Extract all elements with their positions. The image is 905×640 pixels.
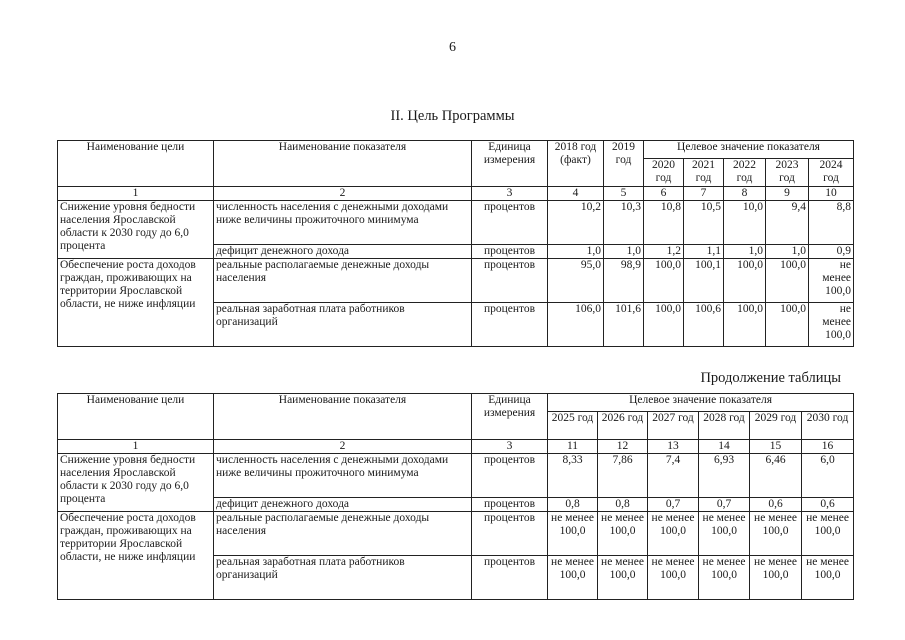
goals-table-2: [57, 393, 854, 600]
header-goal: Наименование цели: [58, 394, 214, 440]
value-cell: 1,1: [684, 245, 724, 259]
value-cell: 10,0: [724, 201, 766, 245]
col-num: 11: [548, 440, 598, 454]
indicator-name: реальная заработная плата работников организаций: [214, 556, 472, 600]
header-target-group: Целевое значение показателя: [548, 394, 854, 412]
col-num: 3: [472, 440, 548, 454]
unit-cell: процентов: [472, 201, 548, 245]
value-cell: не менее 100,0: [809, 303, 854, 347]
value-cell: 6,46: [750, 454, 802, 498]
header-year-2030: 2030 год: [802, 412, 854, 440]
header-unit: Единица измерения: [472, 141, 548, 187]
value-cell: 106,0: [548, 303, 604, 347]
col-num: 10: [809, 187, 854, 201]
value-cell: 100,6: [684, 303, 724, 347]
goals-table-1: [57, 140, 854, 347]
value-cell: не менее 100,0: [598, 512, 648, 556]
header-year-2025: 2025 год: [548, 412, 598, 440]
indicator-name: дефицит денежного дохода: [214, 245, 472, 259]
value-cell: не менее 100,0: [648, 556, 699, 600]
indicator-name: реальные располагаемые денежные доходы населения: [214, 259, 472, 303]
col-num: 14: [699, 440, 750, 454]
continuation-label: Продолжение таблицы: [700, 370, 841, 386]
unit-cell: процентов: [472, 512, 548, 556]
value-cell: 100,1: [684, 259, 724, 303]
value-cell: 1,0: [548, 245, 604, 259]
value-cell: не менее 100,0: [809, 259, 854, 303]
header-indicator: Наименование показателя: [214, 394, 472, 440]
indicator-name: реальная заработная плата работников организаций: [214, 303, 472, 347]
value-cell: 0,8: [598, 498, 648, 512]
header-target-group: Целевое значение показателя: [644, 141, 854, 159]
value-cell: 0,8: [548, 498, 598, 512]
value-cell: 7,4: [648, 454, 699, 498]
unit-cell: процентов: [472, 303, 548, 347]
value-cell: 95,0: [548, 259, 604, 303]
header-year-2026: 2026 год: [598, 412, 648, 440]
value-cell: 8,8: [809, 201, 854, 245]
value-cell: 9,4: [766, 201, 809, 245]
value-cell: не менее 100,0: [598, 556, 648, 600]
unit-cell: процентов: [472, 454, 548, 498]
unit-cell: процентов: [472, 245, 548, 259]
col-num: 2: [214, 440, 472, 454]
value-cell: 98,9: [604, 259, 644, 303]
table-row: [58, 259, 854, 303]
header-year-2029: 2029 год: [750, 412, 802, 440]
value-cell: 100,0: [644, 303, 684, 347]
col-num: 9: [766, 187, 809, 201]
value-cell: 1,0: [604, 245, 644, 259]
value-cell: 6,93: [699, 454, 750, 498]
table-row: [58, 512, 854, 556]
indicator-name: численность населения с денежными доходами ниже величины прожиточного минимума: [214, 454, 472, 498]
unit-cell: процентов: [472, 556, 548, 600]
col-num: 12: [598, 440, 648, 454]
unit-cell: процентов: [472, 259, 548, 303]
value-cell: 7,86: [598, 454, 648, 498]
value-cell: не менее 100,0: [699, 512, 750, 556]
page-number: 6: [449, 40, 456, 55]
value-cell: 101,6: [604, 303, 644, 347]
col-num: 13: [648, 440, 699, 454]
indicator-name: численность населения с денежными доходами ниже величины прожиточного минимума: [214, 201, 472, 245]
value-cell: 0,6: [750, 498, 802, 512]
value-cell: 1,2: [644, 245, 684, 259]
section-title: II. Цель Программы: [390, 108, 515, 124]
header-year-2018: 2018 год (факт): [548, 141, 604, 187]
col-num: 2: [214, 187, 472, 201]
value-cell: 10,2: [548, 201, 604, 245]
value-cell: не менее 100,0: [648, 512, 699, 556]
col-num: 6: [644, 187, 684, 201]
col-num: 4: [548, 187, 604, 201]
goal-name: Снижение уровня бедности населения Ярославской области к 2030 году до 6,0 процента: [58, 454, 214, 512]
value-cell: 10,8: [644, 201, 684, 245]
column-number-row: [58, 187, 854, 201]
header-year-2020: 2020 год: [644, 159, 684, 187]
value-cell: не менее 100,0: [699, 556, 750, 600]
value-cell: 6,0: [802, 454, 854, 498]
goal-name: Снижение уровня бедности населения Ярославской области к 2030 году до 6,0 процента: [58, 201, 214, 259]
col-num: 3: [472, 187, 548, 201]
table-row: [58, 454, 854, 498]
value-cell: не менее 100,0: [750, 512, 802, 556]
col-num: 16: [802, 440, 854, 454]
value-cell: не менее 100,0: [548, 512, 598, 556]
header-indicator: Наименование показателя: [214, 141, 472, 187]
goal-name: Обеспечение роста доходов граждан, проживающих на территории Ярославской области, не ниже инфляции: [58, 512, 214, 600]
value-cell: 100,0: [766, 259, 809, 303]
value-cell: не менее 100,0: [548, 556, 598, 600]
value-cell: 100,0: [724, 259, 766, 303]
header-year-2021: 2021 год: [684, 159, 724, 187]
value-cell: 1,0: [724, 245, 766, 259]
col-num: 1: [58, 440, 214, 454]
col-num: 5: [604, 187, 644, 201]
value-cell: не менее 100,0: [750, 556, 802, 600]
column-number-row: [58, 440, 854, 454]
value-cell: не менее 100,0: [802, 512, 854, 556]
value-cell: 0,6: [802, 498, 854, 512]
col-num: 15: [750, 440, 802, 454]
table-row: [58, 201, 854, 245]
header-year-2028: 2028 год: [699, 412, 750, 440]
header-year-2024: 2024 год: [809, 159, 854, 187]
header-year-2023: 2023 год: [766, 159, 809, 187]
value-cell: 0,7: [648, 498, 699, 512]
col-num: 7: [684, 187, 724, 201]
value-cell: 10,5: [684, 201, 724, 245]
unit-cell: процентов: [472, 498, 548, 512]
value-cell: 100,0: [724, 303, 766, 347]
value-cell: 0,9: [809, 245, 854, 259]
value-cell: 0,7: [699, 498, 750, 512]
value-cell: 10,3: [604, 201, 644, 245]
col-num: 1: [58, 187, 214, 201]
header-year-2022: 2022 год: [724, 159, 766, 187]
value-cell: 1,0: [766, 245, 809, 259]
indicator-name: реальные располагаемые денежные доходы населения: [214, 512, 472, 556]
header-year-2027: 2027 год: [648, 412, 699, 440]
header-goal: Наименование цели: [58, 141, 214, 187]
value-cell: не менее 100,0: [802, 556, 854, 600]
goal-name: Обеспечение роста доходов граждан, проживающих на территории Ярославской области, не ниже инфляции: [58, 259, 214, 347]
indicator-name: дефицит денежного дохода: [214, 498, 472, 512]
col-num: 8: [724, 187, 766, 201]
value-cell: 100,0: [766, 303, 809, 347]
value-cell: 8,33: [548, 454, 598, 498]
header-unit: Единица измерения: [472, 394, 548, 440]
value-cell: 100,0: [644, 259, 684, 303]
header-year-2019: 2019 год: [604, 141, 644, 187]
